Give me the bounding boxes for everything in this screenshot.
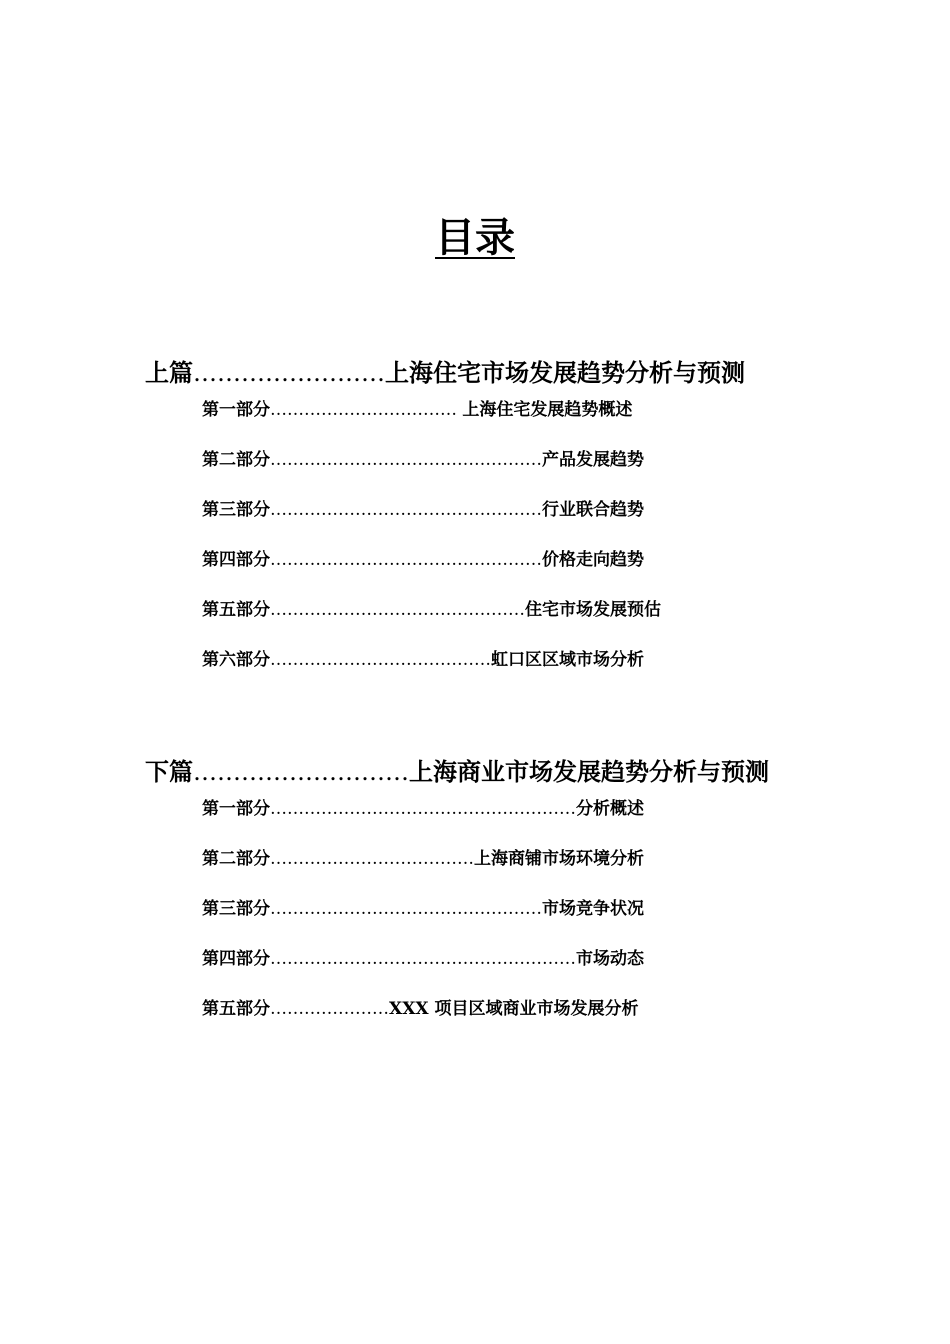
- toc-entry-list: [202, 397, 745, 673]
- leader-dots: …………………………………: [270, 650, 491, 670]
- entry-title: 市场动态: [576, 949, 644, 969]
- section-label: 上篇: [145, 358, 193, 387]
- leader-dots: …………………………………………: [270, 450, 542, 470]
- entry-label: 第四部分: [202, 550, 270, 570]
- entry-title: 行业联合趋势: [542, 500, 644, 520]
- toc-entry[interactable]: [202, 846, 769, 872]
- entry-label: 第六部分: [202, 650, 270, 670]
- entry-label: 第二部分: [202, 450, 270, 470]
- leader-dots: …………………………………………: [270, 500, 542, 520]
- entry-label: 第三部分: [202, 500, 270, 520]
- toc-entry-list: [202, 796, 769, 1022]
- toc-entry[interactable]: [202, 896, 769, 922]
- toc-entry[interactable]: [202, 996, 769, 1022]
- leader-dots: …………………………………………: [270, 550, 542, 570]
- entry-title: 上海商铺市场环境分析: [474, 849, 644, 869]
- leader-dots: …………………: [270, 999, 389, 1019]
- leader-dots: ………………………………………………: [270, 799, 576, 819]
- entry-title: 市场竞争状况: [542, 899, 644, 919]
- toc-title-text: 目录: [435, 214, 515, 261]
- entry-title: 住宅市场发展预估: [525, 600, 661, 620]
- section-label: 下篇: [145, 757, 193, 786]
- entry-title: 上海住宅发展趋势概述: [462, 400, 633, 420]
- leader-dots: ………………………………: [270, 849, 474, 869]
- toc-entry[interactable]: [202, 796, 769, 822]
- entry-label: 第四部分: [202, 949, 270, 969]
- entry-label: 第一部分: [202, 799, 270, 819]
- toc-entry[interactable]: [202, 547, 745, 573]
- section-heading[interactable]: [145, 357, 745, 389]
- section-title: 上海住宅市场发展趋势分析与预测: [385, 358, 745, 387]
- toc-entry[interactable]: [202, 447, 745, 473]
- section-title: 上海商业市场发展趋势分析与预测: [409, 757, 769, 786]
- entry-label: 第二部分: [202, 849, 270, 869]
- toc-entry[interactable]: [202, 946, 769, 972]
- entry-label: 第一部分: [202, 400, 270, 420]
- entry-label: 第三部分: [202, 899, 270, 919]
- entry-title: 价格走向趋势: [542, 550, 644, 570]
- toc-section-part-2: [145, 756, 769, 1046]
- entry-title: 产品发展趋势: [542, 450, 644, 470]
- entry-title: XXX 项目区域商业市场发展分析: [389, 999, 639, 1019]
- toc-title: [0, 212, 950, 264]
- section-heading[interactable]: [145, 756, 769, 788]
- leader-dots: ……………………: [193, 359, 385, 387]
- toc-section-part-1: [145, 357, 745, 697]
- leader-dots: ……………………………: [270, 400, 463, 420]
- entry-label: 第五部分: [202, 999, 270, 1019]
- toc-entry[interactable]: [202, 647, 745, 673]
- leader-dots: …………………………………………: [270, 899, 542, 919]
- leader-dots: ………………………………………: [270, 600, 525, 620]
- toc-entry[interactable]: [202, 497, 745, 523]
- toc-entry[interactable]: [202, 397, 745, 423]
- leader-dots: ………………………………………………: [270, 949, 576, 969]
- entry-title: 虹口区区域市场分析: [491, 650, 644, 670]
- entry-label: 第五部分: [202, 600, 270, 620]
- leader-dots: ………………………: [193, 758, 409, 786]
- entry-title: 分析概述: [576, 799, 644, 819]
- toc-entry[interactable]: [202, 597, 745, 623]
